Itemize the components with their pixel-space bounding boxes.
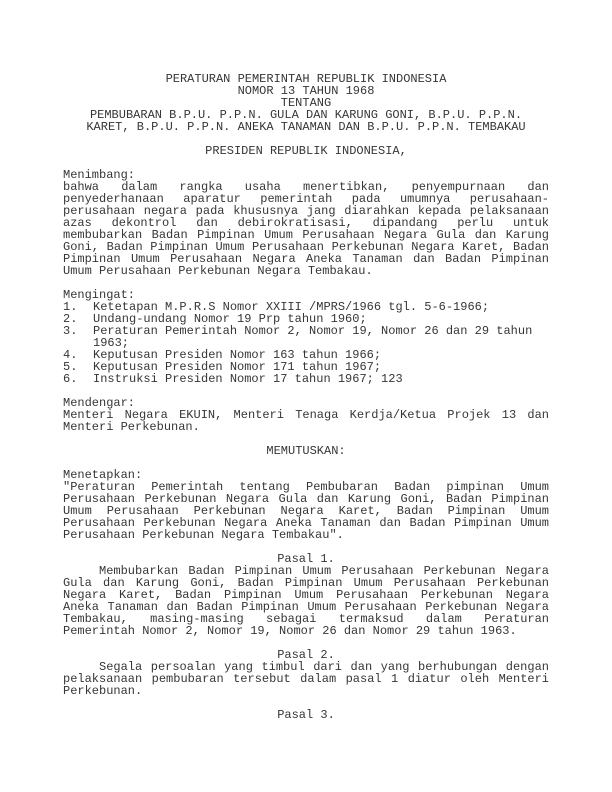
mendengar-body: Menteri Negara EKUIN, Menteri Tenaga Kerdja/Ketua Projek 13 dan Menteri Perkebunan. — [63, 408, 549, 434]
item-number: 5. — [63, 360, 78, 374]
item-text: Peraturan Pemerintah Nomor 2, Nomor 19, Nomor 26 dan 29 tahun 1963; — [93, 324, 533, 350]
pasal-3-heading: Pasal 3. — [277, 708, 335, 722]
mendengar-section — [63, 397, 549, 433]
menetapkan-label: Menetapkan: — [63, 468, 143, 482]
subject-line-2: KARET, B.P.U. P.P.N. ANEKA TANAMAN DAN B.P.U. P.P.N. TEMBAKAU — [86, 120, 526, 134]
item-text: Undang-undang Nomor 19 Prp tahun 1960; — [93, 312, 367, 326]
issuer-line: PRESIDEN REPUBLIK INDONESIA, — [205, 144, 407, 158]
pasal-1-section — [63, 553, 549, 637]
memutuskan-heading: MEMUTUSKAN: — [266, 444, 346, 458]
regulation-number: NOMOR 13 TAHUN 1968 — [237, 84, 375, 98]
menimbang-body: bahwa dalam rangka usaha menertibkan, penyempurnaan dan penyederhanaan aparatur pemerintah pada umumnya perusahaan-perusahaan negara pada khususnya jang diarahkan kepada pelaksanaan azas dekontrol dan debirokratisasi, dipandang perlu untuk membubarkan Badan Pimpinan Umum Perusahaan Negara Gula dan Karung Goni, Badan Pimpinan Umum Perusahaan Perkebunan Negara Karet, Badan Pimpinan Umum Perusahaan Negara Aneka Tanaman dan Badan Pimpinan Umum Perusahaan Perkebunan Negara Tembakau. — [63, 180, 549, 278]
mengingat-item-6 — [63, 373, 549, 385]
menetapkan-section — [63, 469, 549, 541]
memutuskan-block — [63, 445, 549, 457]
item-number: 6. — [63, 372, 78, 386]
pasal-2-section — [63, 649, 549, 697]
mengingat-item-3 — [63, 325, 549, 349]
issuer-block — [63, 145, 549, 157]
pasal-2-heading: Pasal 2. — [277, 648, 335, 662]
subject-line-1: PEMBUBARAN B.P.U. P.P.N. GULA DAN KARUNG GONI, B.P.U. P.P.N. — [89, 108, 523, 122]
item-text: Keputusan Presiden Nomor 171 tahun 1967; — [93, 360, 382, 374]
pasal-3-section — [63, 709, 549, 721]
menimbang-label: Menimbang: — [63, 168, 136, 182]
mendengar-label: Mendengar: — [63, 396, 136, 410]
document-content — [63, 73, 549, 733]
mengingat-label: Mengingat: — [63, 288, 136, 302]
item-number: 2. — [63, 312, 78, 326]
item-number: 4. — [63, 348, 78, 362]
item-text: Keputusan Presiden Nomor 163 tahun 1966; — [93, 348, 382, 362]
title-tentang: TENTANG — [280, 96, 332, 110]
item-text: Ketetapan M.P.R.S Nomor XXIII /MPRS/1966 tgl. 5-6-1966; — [93, 300, 490, 314]
item-number: 1. — [63, 300, 78, 314]
menimbang-section — [63, 169, 549, 277]
pasal-2-body: Segala persoalan yang timbul dari dan yang berhubungan dengan pelaksanaan pembubaran tersebut dalam pasal 1 diatur oleh Menteri Perkebunan. — [63, 660, 549, 698]
document-title-block — [63, 73, 549, 133]
pasal-1-heading: Pasal 1. — [277, 552, 335, 566]
pasal-1-body: Membubarkan Badan Pimpinan Umum Perusahaan Perkebunan Negara Gula dan Karung Goni, Badan Pimpinan Umum Perusahaan Perkebunan Negara Karet, Badan Pimpinan Umum Perusahaan Perkebunan Negara Aneka Tanaman dan Badan Pimpinan Umum Perusahaan Perkebunan Negara Tembakau, masing-masing sebagai termaksud dalam Peraturan Pemerintah Nomor 2, Nomor 19, Nomor 26 dan Nomor 29 tahun 1963. — [63, 564, 549, 638]
menetapkan-body: "Peraturan Pemerintah tentang Pembubaran Badan pimpinan Umum Perusahaan Perkebunan Negara Gula dan Karung Goni, Badan Pimpinan Umum Perusahaan Perkebunan Negara Karet, Badan Pimpinan Umum Perusahaan Perkebunan Negara Aneka Tanaman dan Badan Pimpinan Umum Perusahaan Perkebunan Negara Tembakau". — [63, 480, 549, 542]
item-text: Instruksi Presiden Nomor 17 tahun 1967; 123 — [93, 372, 403, 386]
item-number: 3. — [63, 324, 78, 338]
title-line-1: PERATURAN PEMERINTAH REPUBLIK INDONESIA — [165, 72, 447, 86]
mengingat-section — [63, 289, 549, 385]
